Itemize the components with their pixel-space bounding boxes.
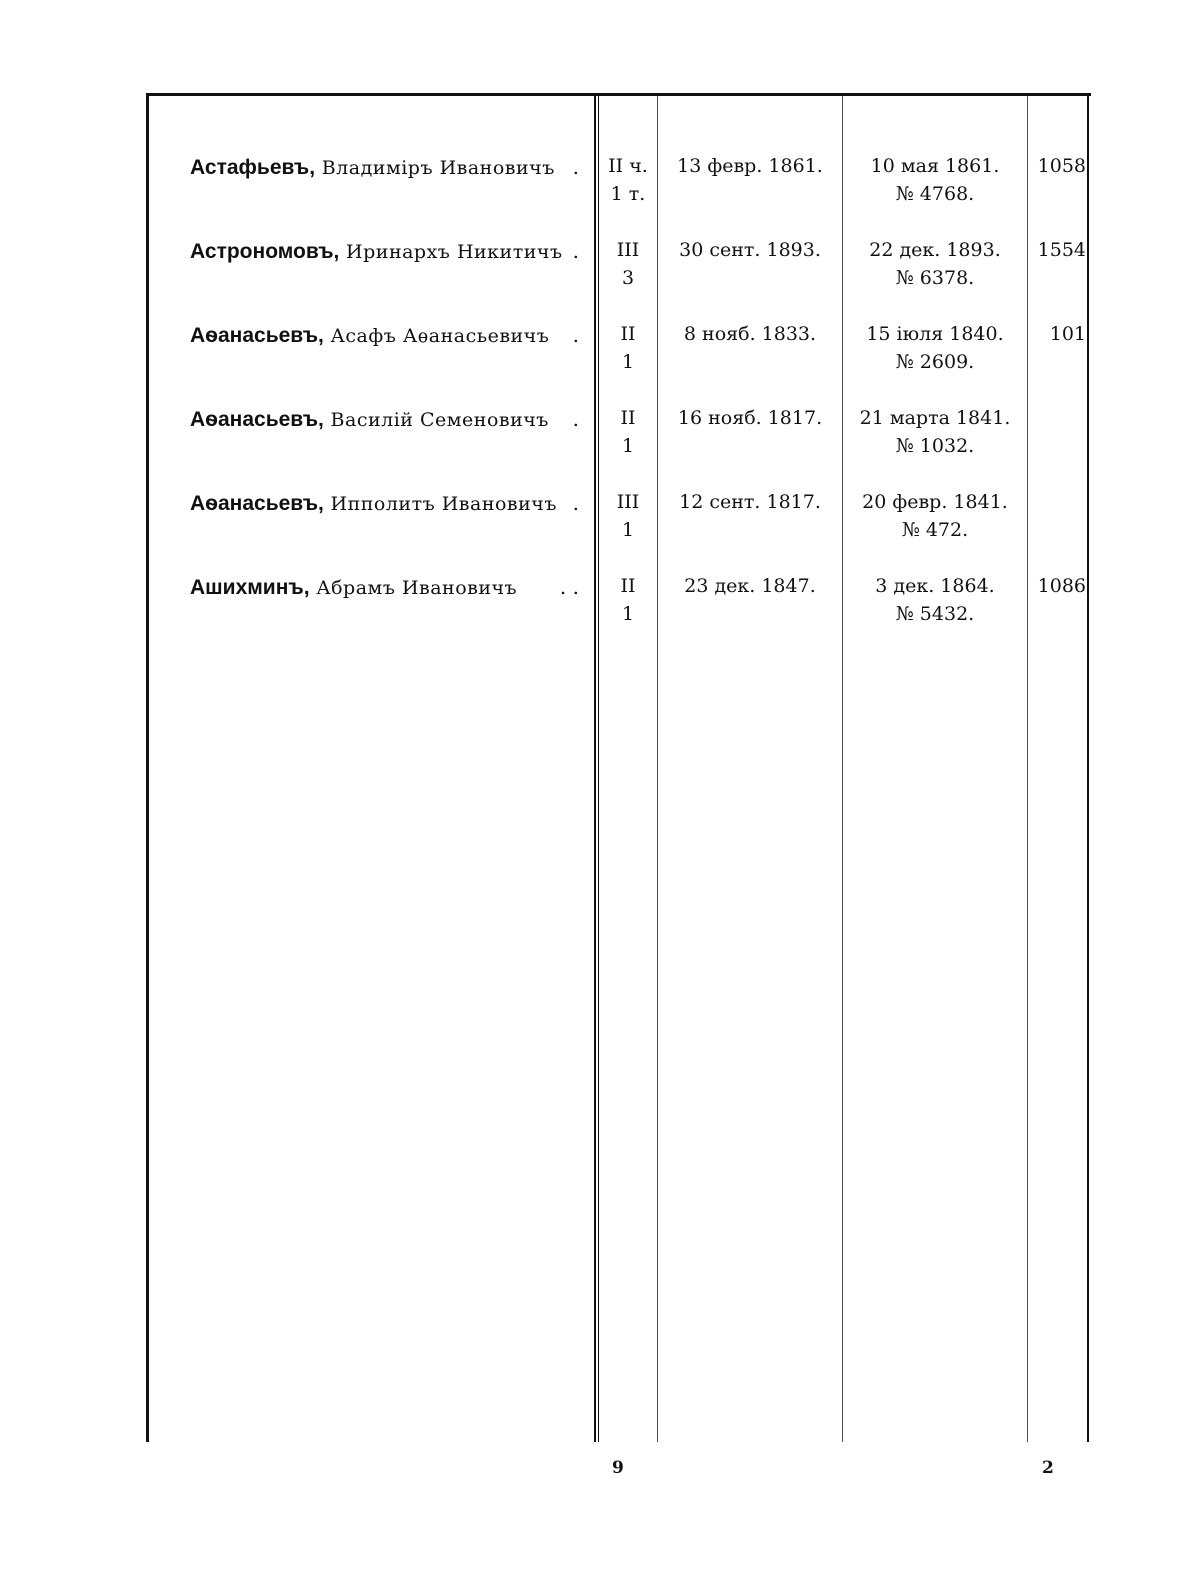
start-date-cell: 13 февр. 1861.: [677, 155, 823, 177]
decree-cell: [845, 152, 1025, 208]
page-number-right: 2: [1042, 1458, 1054, 1478]
decree-number: № 5432.: [895, 603, 975, 625]
part-line-2: 1 т.: [610, 183, 646, 205]
part-line-2: 1: [621, 519, 635, 541]
part-line-1: II: [620, 323, 636, 345]
decree-date: 22 дек. 1893.: [869, 239, 1001, 261]
start-date-cell: 16 нояб. 1817.: [677, 407, 823, 429]
given-name: Владиміръ Ивановичъ: [321, 157, 555, 179]
leader-dots: .: [569, 236, 579, 266]
surname: Ашихминъ,: [190, 576, 310, 599]
table-row: [0, 572, 1191, 642]
surname: Астрономовъ,: [190, 240, 340, 263]
decree-number: № 1032.: [895, 435, 975, 457]
surname: Аѳанасьевъ,: [190, 324, 324, 347]
given-name: Асафъ Аѳанасьевичъ: [330, 325, 550, 347]
record-number-cell: 1554: [1037, 239, 1086, 261]
decree-cell: [845, 404, 1025, 460]
name-cell: [190, 572, 585, 603]
decree-date: 21 марта 1841.: [859, 407, 1011, 429]
decree-cell: [845, 320, 1025, 376]
decree-number: № 6378.: [895, 267, 975, 289]
decree-cell: [845, 488, 1025, 544]
table-row: [0, 152, 1191, 222]
given-name: Ипполитъ Ивановичъ: [330, 493, 557, 515]
decree-date: 10 мая 1861.: [870, 155, 1000, 177]
part-line-2: 3: [621, 267, 635, 289]
start-date-cell: 8 нояб. 1833.: [683, 323, 817, 345]
decree-date: 3 дек. 1864.: [875, 575, 995, 597]
name-cell: [190, 152, 585, 183]
table-top-rule: [146, 93, 1091, 96]
surname: Астафьевъ,: [190, 156, 316, 179]
record-number-cell: 1086: [1037, 575, 1086, 597]
leader-dots: .: [569, 152, 579, 182]
decree-number: № 2609.: [895, 351, 975, 373]
part-cell: [600, 320, 656, 376]
part-line-2: 1: [621, 603, 635, 625]
name-cell: [190, 320, 585, 351]
decree-cell: [845, 236, 1025, 292]
part-line-1: II: [620, 407, 636, 429]
table-row: [0, 320, 1191, 390]
decree-cell: [845, 572, 1025, 628]
part-cell: [600, 404, 656, 460]
part-line-1: II: [620, 575, 636, 597]
given-name: Василій Семеновичъ: [330, 409, 549, 431]
part-line-1: III: [616, 491, 640, 513]
start-date-cell: 12 сент. 1817.: [679, 491, 821, 513]
part-line-1: II ч.: [608, 155, 648, 177]
table-row: [0, 236, 1191, 306]
given-name: Абрамъ Ивановичъ: [316, 577, 518, 599]
name-cell: [190, 488, 585, 519]
leader-dots: .: [569, 320, 579, 350]
given-name: Иринархъ Никитичъ: [346, 241, 563, 263]
surname: Аѳанасьевъ,: [190, 492, 324, 515]
table-row: [0, 488, 1191, 558]
part-cell: [600, 152, 656, 208]
decree-number: № 472.: [901, 519, 969, 541]
part-cell: [600, 236, 656, 292]
part-line-2: 1: [621, 351, 635, 373]
table-row: [0, 404, 1191, 474]
decree-number: № 4768.: [895, 183, 975, 205]
part-cell: [600, 572, 656, 628]
surname: Аѳанасьевъ,: [190, 408, 324, 431]
page-number-left: 9: [612, 1458, 624, 1478]
part-line-1: III: [616, 239, 640, 261]
start-date-cell: 23 дек. 1847.: [684, 575, 816, 597]
leader-dots: .: [569, 404, 579, 434]
decree-date: 15 іюля 1840.: [866, 323, 1004, 345]
leader-dots: . .: [556, 572, 579, 602]
name-cell: [190, 404, 585, 435]
name-cell: [190, 236, 585, 267]
record-number-cell: 101: [1049, 323, 1086, 345]
leader-dots: .: [569, 488, 579, 518]
part-cell: [600, 488, 656, 544]
record-number-cell: 1058: [1037, 155, 1086, 177]
part-line-2: 1: [621, 435, 635, 457]
start-date-cell: 30 сент. 1893.: [679, 239, 821, 261]
decree-date: 20 февр. 1841.: [862, 491, 1008, 513]
